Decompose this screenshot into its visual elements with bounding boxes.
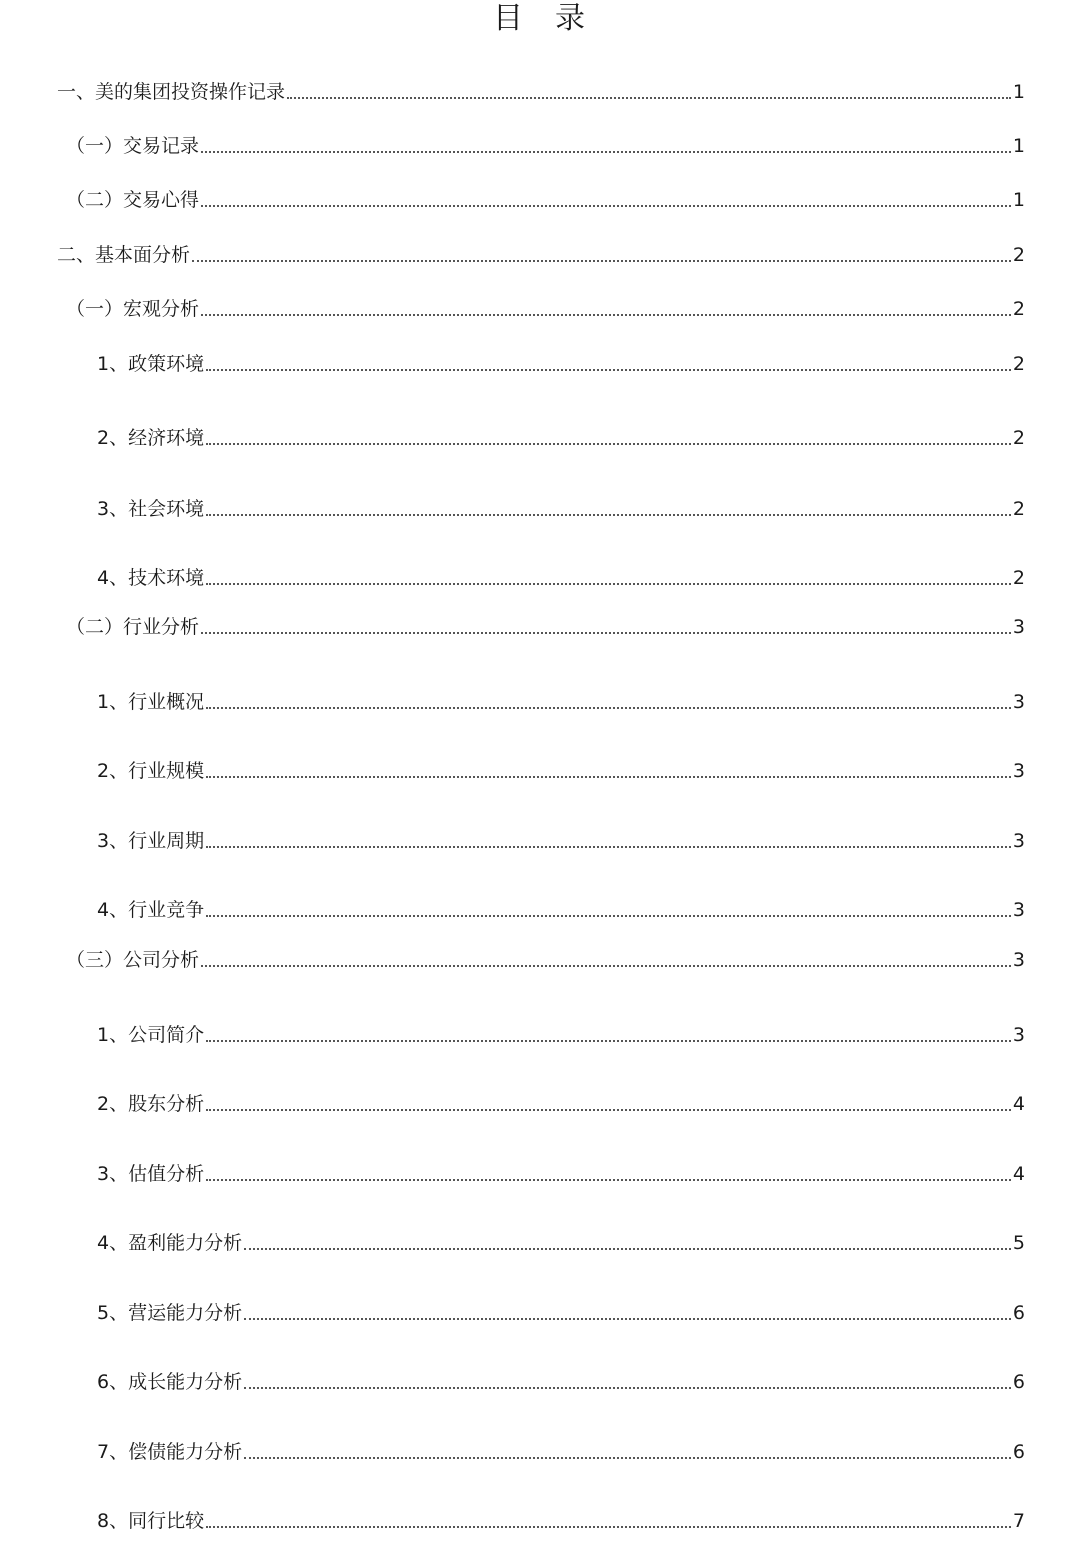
dot-leader xyxy=(206,776,1011,778)
dot-leader xyxy=(192,260,1011,262)
toc-entry[interactable] xyxy=(57,80,1025,104)
toc-entry-page: 4 xyxy=(1012,1093,1025,1115)
toc-entry-page: 3 xyxy=(1012,1024,1025,1046)
dot-leader xyxy=(206,583,1011,585)
dot-leader xyxy=(206,915,1011,917)
toc-entry-page: 3 xyxy=(1012,899,1025,921)
toc-entry-label: 2、股东分析 xyxy=(97,1093,205,1115)
toc-title-part-2: 录 xyxy=(555,1,587,36)
toc-entry-label: 3、社会环境 xyxy=(97,498,205,520)
toc-entry[interactable] xyxy=(66,134,1025,158)
toc-entry-page: 1 xyxy=(1012,135,1025,157)
toc-entry-page: 6 xyxy=(1012,1371,1025,1393)
toc-entry-label: 二、基本面分析 xyxy=(57,244,191,266)
toc-entry-label: 1、政策环境 xyxy=(97,353,205,375)
toc-entry[interactable] xyxy=(97,1509,1025,1533)
dot-leader xyxy=(206,1526,1011,1528)
toc-entry-label: 7、偿债能力分析 xyxy=(97,1441,243,1463)
toc-entry[interactable] xyxy=(66,188,1025,212)
toc-entry-page: 1 xyxy=(1012,189,1025,211)
dot-leader xyxy=(206,1109,1011,1111)
dot-leader xyxy=(244,1387,1011,1389)
dot-leader xyxy=(244,1457,1011,1459)
toc-entry[interactable] xyxy=(97,1023,1025,1047)
dot-leader xyxy=(244,1318,1011,1320)
toc-entry-page: 3 xyxy=(1012,691,1025,713)
toc-title-part-1: 目 xyxy=(493,1,525,36)
toc-entry[interactable] xyxy=(97,497,1025,521)
toc-entry[interactable] xyxy=(97,1231,1025,1255)
toc-entry-label: 5、营运能力分析 xyxy=(97,1302,243,1324)
toc-entry-page: 3 xyxy=(1012,830,1025,852)
dot-leader xyxy=(244,1248,1011,1250)
toc-entry-page: 1 xyxy=(1012,81,1025,103)
toc-entry[interactable] xyxy=(97,690,1025,714)
toc-entry[interactable] xyxy=(97,566,1025,590)
toc-entry[interactable] xyxy=(57,243,1025,267)
toc-entry[interactable] xyxy=(66,297,1025,321)
toc-entry-label: 4、行业竞争 xyxy=(97,899,205,921)
dot-leader xyxy=(201,314,1011,316)
toc-entry[interactable] xyxy=(97,1370,1025,1394)
toc-entry-label: 6、成长能力分析 xyxy=(97,1371,243,1393)
toc-entry-label: 1、行业概况 xyxy=(97,691,205,713)
toc-entry-page: 7 xyxy=(1012,1510,1025,1532)
toc-entry[interactable] xyxy=(97,426,1025,450)
toc-entry[interactable] xyxy=(97,1301,1025,1325)
toc-entry-label: 2、经济环境 xyxy=(97,427,205,449)
toc-entry[interactable] xyxy=(66,615,1025,639)
toc-entry[interactable] xyxy=(97,1092,1025,1116)
dot-leader xyxy=(206,846,1011,848)
toc-entry-page: 6 xyxy=(1012,1302,1025,1324)
toc-entry-label: （一）交易记录 xyxy=(66,135,200,157)
toc-entry-page: 4 xyxy=(1012,1163,1025,1185)
toc-entry-page: 2 xyxy=(1012,498,1025,520)
toc-entry-label: （三）公司分析 xyxy=(66,949,200,971)
toc-entry-label: 3、估值分析 xyxy=(97,1163,205,1185)
toc-entry[interactable] xyxy=(97,829,1025,853)
toc-entry-page: 2 xyxy=(1012,244,1025,266)
toc-entry-page: 3 xyxy=(1012,760,1025,782)
dot-leader xyxy=(206,514,1011,516)
toc-entry-label: （二）交易心得 xyxy=(66,189,200,211)
toc-entry[interactable] xyxy=(97,759,1025,783)
toc-entry-label: 4、技术环境 xyxy=(97,567,205,589)
toc-entry-page: 2 xyxy=(1012,567,1025,589)
toc-entry[interactable] xyxy=(97,1440,1025,1464)
toc-entry-label: 8、同行比较 xyxy=(97,1510,205,1532)
toc-title xyxy=(0,0,1080,38)
toc-entry-label: 一、美的集团投资操作记录 xyxy=(57,81,286,103)
toc-entry-label: （一）宏观分析 xyxy=(66,298,200,320)
dot-leader xyxy=(201,205,1011,207)
toc-entry-label: 2、行业规模 xyxy=(97,760,205,782)
dot-leader xyxy=(206,707,1011,709)
toc-entry-label: （二）行业分析 xyxy=(66,616,200,638)
toc-entry-label: 1、公司简介 xyxy=(97,1024,205,1046)
toc-entry-page: 2 xyxy=(1012,353,1025,375)
toc-entry-page: 6 xyxy=(1012,1441,1025,1463)
dot-leader xyxy=(201,632,1011,634)
toc-entry[interactable] xyxy=(97,1162,1025,1186)
toc-entry-page: 5 xyxy=(1012,1232,1025,1254)
dot-leader xyxy=(287,97,1011,99)
dot-leader xyxy=(206,1179,1011,1181)
toc-entry-label: 3、行业周期 xyxy=(97,830,205,852)
dot-leader xyxy=(206,1040,1011,1042)
toc-entry[interactable] xyxy=(97,898,1025,922)
dot-leader xyxy=(201,151,1011,153)
dot-leader xyxy=(206,443,1011,445)
toc-entry-page: 3 xyxy=(1012,949,1025,971)
toc-entry-page: 2 xyxy=(1012,298,1025,320)
toc-entry[interactable] xyxy=(66,948,1025,972)
dot-leader xyxy=(206,369,1011,371)
toc-entry[interactable] xyxy=(97,352,1025,376)
toc-entry-page: 2 xyxy=(1012,427,1025,449)
toc-entry-page: 3 xyxy=(1012,616,1025,638)
dot-leader xyxy=(201,965,1011,967)
toc-entry-label: 4、盈利能力分析 xyxy=(97,1232,243,1254)
